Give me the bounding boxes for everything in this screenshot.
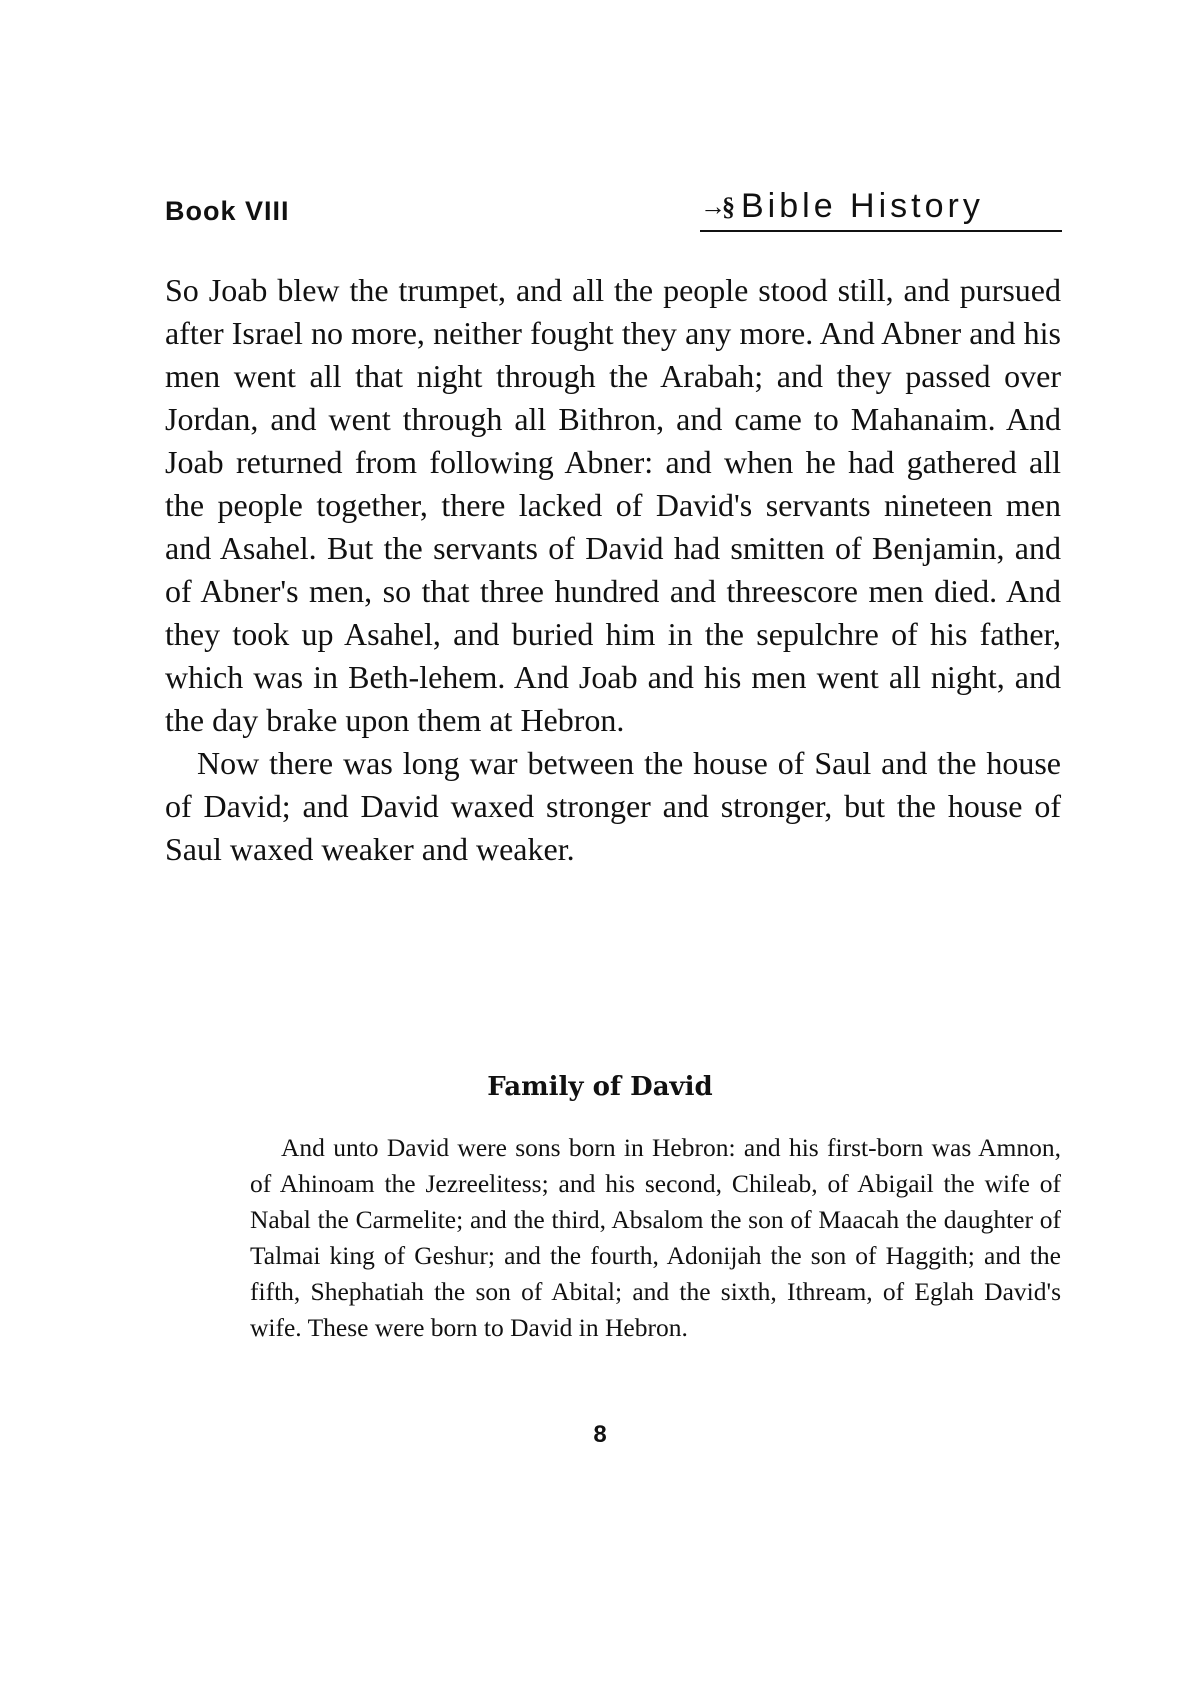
- paragraph: So Joab blew the trumpet, and all the people stood still, and pursued after Israel no more, neither fought they any more. And Abner and his men went all that night through the Arabah; and they passed over Jordan, and went through all Bithron, and came to Mahanaim. And Joab returned from following Abner: and when he had gathered all the people together, there lacked of David's servants nineteen men and Asahel. But the servants of David had smitten of Benjamin, and of Abner's men, so that three hundred and threescore men died. And they took up Asahel, and buried him in the sepulchre of his father, which was in Beth-lehem. And Joab and his men went all night, and the day brake upon them at Hebron.: [165, 272, 1061, 738]
- book-label: Book VIII: [165, 196, 290, 226]
- paragraph: Now there was long war between the house of Saul and the house of David; and David waxed stronger and stronger, but the house of Saul waxed weaker and weaker.: [165, 745, 1061, 867]
- page-number: 8: [593, 1421, 607, 1448]
- section-text: And unto David were sons born in Hebron: and his first-born was Amnon, of Ahinoam the Jezreelitess; and his second, Chileab, of Abigail the wife of Nabal the Carmelite; and the third, Absalom the son of Maacah the daughter of Talmai king of Geshur; and the fourth, Adonijah the son of Haggith; and the fifth, Shephatiah the son of Abital; and the sixth, Ithream, of Eglah David's wife. These were born to David in Hebron.: [250, 1133, 1061, 1342]
- running-header: [700, 186, 1062, 232]
- hand-ornament-icon: →§: [700, 192, 731, 221]
- section-heading: Family of David: [487, 1072, 713, 1102]
- running-title: Bible History: [741, 187, 984, 225]
- main-text: [165, 269, 1061, 871]
